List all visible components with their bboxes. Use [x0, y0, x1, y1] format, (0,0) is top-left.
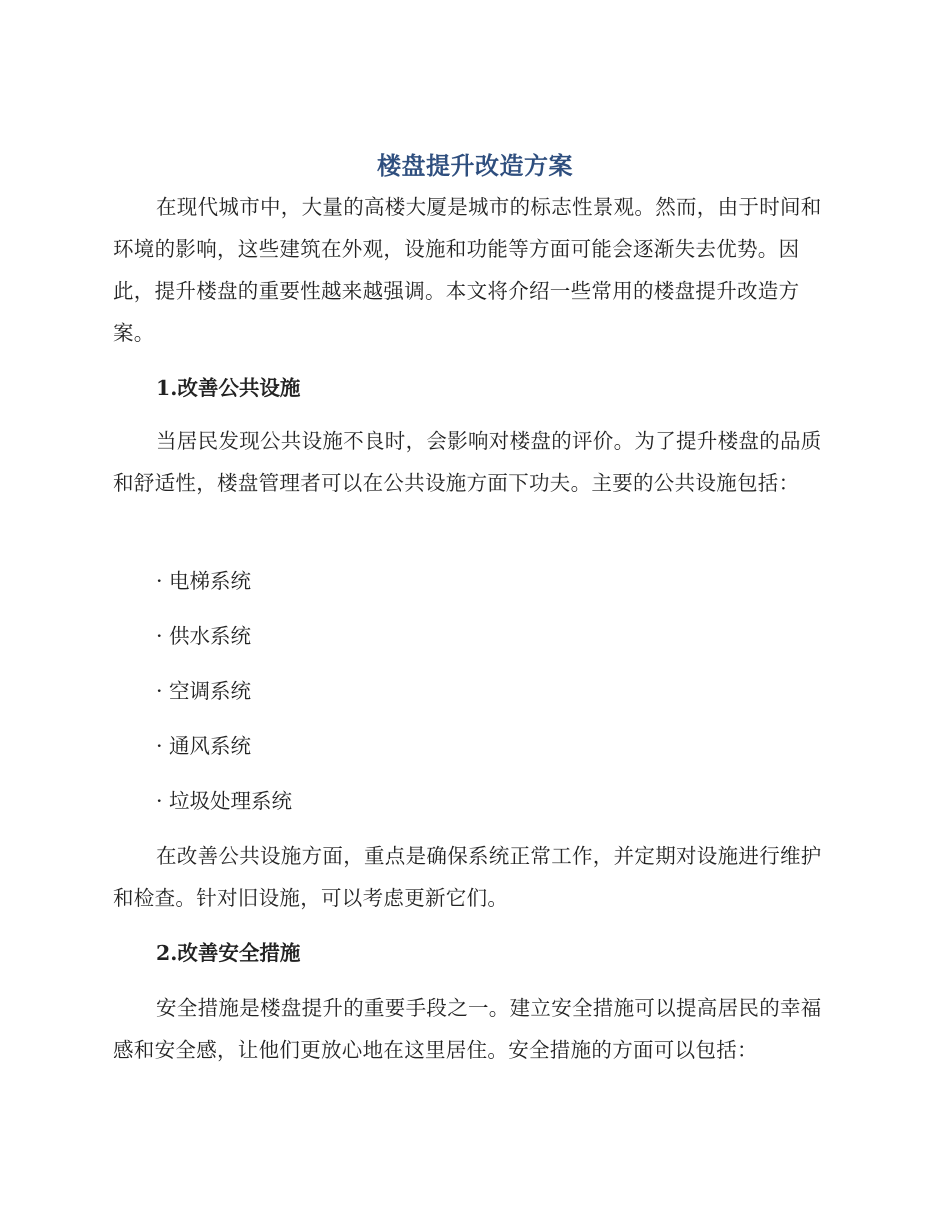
- section1-closing-paragraph: 在改善公共设施方面，重点是确保系统正常工作，并定期对设施进行维护和检查。针对旧设施，可以考虑更新它们。: [113, 844, 822, 910]
- section2-paragraph: 安全措施是楼盘提升的重要手段之一。建立安全措施可以提高居民的幸福感和安全感，让他们更放心地在这里居住。安全措施的方面可以包括：: [113, 996, 822, 1062]
- document-title: 楼盘提升改造方案: [377, 152, 573, 180]
- section2-heading: 2.改善安全措施: [156, 941, 301, 965]
- section1-heading: 1.改善公共设施: [156, 376, 301, 400]
- section1-paragraph: 当居民发现公共设施不良时，会影响对楼盘的评价。为了提升楼盘的品质和舒适性，楼盘管理者可以在公共设施方面下功夫。主要的公共设施包括：: [113, 429, 822, 495]
- list-item: · 供水系统: [156, 624, 252, 648]
- list-item: · 通风系统: [156, 734, 252, 758]
- intro-paragraph: 在现代城市中，大量的高楼大厦是城市的标志性景观。然而，由于时间和环境的影响，这些建筑在外观，设施和功能等方面可能会逐渐失去优势。因此，提升楼盘的重要性越来越强调。本文将介绍一些常用的楼盘提升改造方案。: [113, 195, 822, 345]
- list-item: · 电梯系统: [156, 569, 252, 593]
- list-item: · 空调系统: [156, 679, 252, 703]
- list-item: · 垃圾处理系统: [156, 789, 293, 813]
